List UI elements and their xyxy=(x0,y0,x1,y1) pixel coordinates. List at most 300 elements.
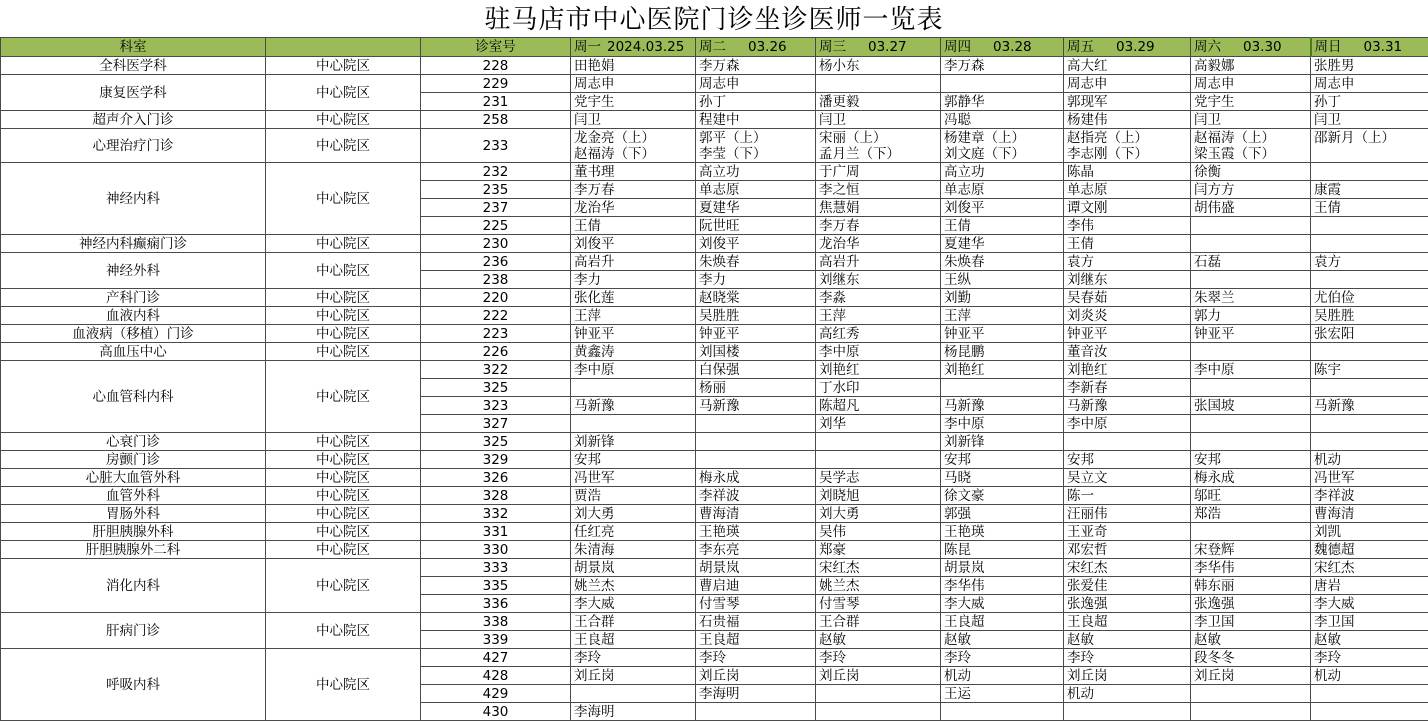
doctor-cell: 钟亚平 xyxy=(1064,325,1191,343)
department-cell: 心衰门诊 xyxy=(1,433,266,451)
doctor-cell: 李万森 xyxy=(696,57,816,75)
room-number-cell: 333 xyxy=(421,559,571,577)
doctor-cell: 李中原 xyxy=(941,415,1064,433)
doctor-cell: 李力 xyxy=(696,271,816,289)
doctor-cell: 冯世军 xyxy=(571,469,696,487)
doctor-cell: 王倩 xyxy=(941,217,1064,235)
doctor-cell: 王倩 xyxy=(1064,235,1191,253)
doctor-cell: 党宇生 xyxy=(571,93,696,111)
doctor-cell: 杨建伟 xyxy=(1064,111,1191,129)
doctor-cell: 杨丽 xyxy=(696,379,816,397)
doctor-cell: 闫卫 xyxy=(1191,111,1311,129)
room-number-cell: 226 xyxy=(421,343,571,361)
doctor-cell xyxy=(941,129,1064,163)
doctor-cell: 尤伯俭 xyxy=(1311,289,1428,307)
doctor-cell: 王萍 xyxy=(571,307,696,325)
campus-cell: 中心院区 xyxy=(266,649,421,721)
doctor-cell: 刘丘岗 xyxy=(571,667,696,685)
doctor-cell: 马新豫 xyxy=(941,397,1064,415)
doctor-cell: 安邦 xyxy=(571,451,696,469)
department-cell: 消化内科 xyxy=(1,559,266,613)
table-row xyxy=(1,289,1428,307)
campus-cell: 中心院区 xyxy=(266,129,421,163)
doctor-cell: 田艳娟 xyxy=(571,57,696,75)
doctor-cell: 付雪琴 xyxy=(816,595,941,613)
day-label: 周三 xyxy=(819,39,846,55)
doctor-cell: 杨昆鹏 xyxy=(941,343,1064,361)
doctor-cell: 张逸强 xyxy=(1191,595,1311,613)
doctor-cell: 朱翠兰 xyxy=(1191,289,1311,307)
table-row xyxy=(1,523,1428,541)
doctor-cell: 邬旺 xyxy=(1191,487,1311,505)
room-number-cell: 339 xyxy=(421,631,571,649)
doctor-shift-line: 宋丽（上） xyxy=(819,129,887,146)
day-date: 03.28 xyxy=(993,39,1032,55)
doctor-cell: 李大威 xyxy=(1311,595,1428,613)
room-number-cell: 258 xyxy=(421,111,571,129)
day-label: 周一 xyxy=(574,39,601,55)
doctor-cell: 闫方方 xyxy=(1191,181,1311,199)
doctor-cell xyxy=(1191,379,1311,397)
doctor-cell: 马新豫 xyxy=(696,397,816,415)
doctor-cell xyxy=(571,685,696,703)
doctor-cell: 周志申 xyxy=(696,75,816,93)
day-date: 03.30 xyxy=(1243,39,1282,55)
doctor-cell: 李伟 xyxy=(1064,217,1191,235)
room-number-cell: 327 xyxy=(421,415,571,433)
doctor-cell: 马新豫 xyxy=(571,397,696,415)
day-label: 周日 xyxy=(1314,39,1342,55)
table-row xyxy=(1,487,1428,505)
doctor-cell: 吴立文 xyxy=(1064,469,1191,487)
doctor-shift-line: 邵新月（上） xyxy=(1314,129,1395,146)
doctor-cell xyxy=(1311,433,1428,451)
department-cell: 肝病门诊 xyxy=(1,613,266,649)
header-day-fri xyxy=(1064,38,1191,57)
doctor-cell xyxy=(696,703,816,721)
doctor-cell: 刘艳红 xyxy=(1064,361,1191,379)
doctor-cell: 刘丘岗 xyxy=(1064,667,1191,685)
doctor-cell: 王萍 xyxy=(941,307,1064,325)
campus-cell: 中心院区 xyxy=(266,289,421,307)
table-row xyxy=(1,163,1428,181)
day-date: 03.26 xyxy=(748,39,787,55)
doctor-cell: 钟亚平 xyxy=(696,325,816,343)
doctor-cell: 李玲 xyxy=(1311,649,1428,667)
doctor-cell xyxy=(696,129,816,163)
doctor-cell: 曹海清 xyxy=(696,505,816,523)
doctor-cell: 李万森 xyxy=(941,57,1064,75)
doctor-cell: 谭文刚 xyxy=(1064,199,1191,217)
table-row xyxy=(1,343,1428,361)
header-day-sun xyxy=(1311,38,1428,57)
doctor-cell: 刘凯 xyxy=(1311,523,1428,541)
doctor-cell: 马新豫 xyxy=(1064,397,1191,415)
doctor-cell: 唐岩 xyxy=(1311,577,1428,595)
doctor-cell: 阮世旺 xyxy=(696,217,816,235)
doctor-cell: 李新春 xyxy=(1064,379,1191,397)
doctor-cell: 张宏阳 xyxy=(1311,325,1428,343)
doctor-cell: 郭强 xyxy=(941,505,1064,523)
doctor-cell: 曹启迪 xyxy=(696,577,816,595)
doctor-cell: 周志申 xyxy=(1311,75,1428,93)
doctor-cell xyxy=(816,703,941,721)
doctor-cell xyxy=(941,703,1064,721)
campus-cell: 中心院区 xyxy=(266,307,421,325)
doctor-cell xyxy=(816,433,941,451)
room-number-cell: 235 xyxy=(421,181,571,199)
department-cell: 血液内科 xyxy=(1,307,266,325)
room-number-cell: 427 xyxy=(421,649,571,667)
department-cell: 产科门诊 xyxy=(1,289,266,307)
doctor-cell: 李大威 xyxy=(571,595,696,613)
doctor-cell: 王良超 xyxy=(696,631,816,649)
doctor-cell: 刘俊平 xyxy=(696,235,816,253)
department-cell: 全科医学科 xyxy=(1,57,266,75)
doctor-cell: 刘继东 xyxy=(1064,271,1191,289)
doctor-cell xyxy=(1191,271,1311,289)
campus-cell: 中心院区 xyxy=(266,361,421,433)
doctor-cell: 刘丘岗 xyxy=(816,667,941,685)
room-number-cell: 332 xyxy=(421,505,571,523)
doctor-shift-line xyxy=(1314,146,1425,162)
doctor-cell: 陈晶 xyxy=(1064,163,1191,181)
doctor-cell: 王合群 xyxy=(571,613,696,631)
doctor-cell: 袁方 xyxy=(1064,253,1191,271)
doctor-cell: 吴伟 xyxy=(816,523,941,541)
doctor-cell: 赵敏 xyxy=(941,631,1064,649)
doctor-cell: 赵敏 xyxy=(816,631,941,649)
doctor-cell: 钟亚平 xyxy=(1191,325,1311,343)
doctor-cell: 刘艳红 xyxy=(816,361,941,379)
day-date: 03.29 xyxy=(1116,39,1155,55)
doctor-cell: 梅永成 xyxy=(1191,469,1311,487)
campus-cell: 中心院区 xyxy=(266,57,421,75)
room-number-cell: 233 xyxy=(421,129,571,163)
doctor-cell: 机动 xyxy=(941,667,1064,685)
doctor-cell: 单志原 xyxy=(1064,181,1191,199)
department-cell: 呼吸内科 xyxy=(1,649,266,721)
doctor-cell xyxy=(696,415,816,433)
table-row xyxy=(1,75,1428,93)
doctor-cell: 李中原 xyxy=(571,361,696,379)
room-number-cell: 223 xyxy=(421,325,571,343)
doctor-cell: 朱清海 xyxy=(571,541,696,559)
doctor-cell: 焦慧娟 xyxy=(816,199,941,217)
header-campus xyxy=(266,38,421,57)
doctor-cell: 刘继东 xyxy=(816,271,941,289)
doctor-cell xyxy=(1311,703,1428,721)
doctor-shift-line: 李志刚（下） xyxy=(1067,145,1148,162)
campus-cell: 中心院区 xyxy=(266,451,421,469)
department-cell: 超声介入门诊 xyxy=(1,111,266,129)
doctor-cell: 机动 xyxy=(1064,685,1191,703)
room-number-cell: 220 xyxy=(421,289,571,307)
doctor-cell: 闫卫 xyxy=(571,111,696,129)
day-date: 2024.03.25 xyxy=(607,39,685,55)
department-cell: 高血压中心 xyxy=(1,343,266,361)
doctor-cell: 钟亚平 xyxy=(941,325,1064,343)
header-row xyxy=(1,38,1428,57)
room-number-cell: 326 xyxy=(421,469,571,487)
doctor-cell: 周志申 xyxy=(1191,75,1311,93)
doctor-shift-line: 赵指亮（上） xyxy=(1067,129,1148,146)
table-row xyxy=(1,613,1428,631)
doctor-cell: 龙治华 xyxy=(571,199,696,217)
doctor-cell: 胡景岚 xyxy=(696,559,816,577)
department-cell: 神经外科 xyxy=(1,253,266,289)
doctor-cell: 郑浩 xyxy=(1191,505,1311,523)
room-number-cell: 428 xyxy=(421,667,571,685)
room-number-cell: 335 xyxy=(421,577,571,595)
doctor-cell xyxy=(1311,217,1428,235)
doctor-cell: 韩东丽 xyxy=(1191,577,1311,595)
table-row xyxy=(1,129,1428,163)
room-number-cell: 237 xyxy=(421,199,571,217)
doctor-cell xyxy=(1311,129,1428,163)
doctor-cell: 袁方 xyxy=(1311,253,1428,271)
room-number-cell: 229 xyxy=(421,75,571,93)
doctor-cell: 刘丘岗 xyxy=(696,667,816,685)
doctor-cell xyxy=(696,451,816,469)
doctor-cell: 马新豫 xyxy=(1311,397,1428,415)
room-number-cell: 222 xyxy=(421,307,571,325)
table-row xyxy=(1,559,1428,577)
doctor-cell: 马晓 xyxy=(941,469,1064,487)
doctor-cell: 陈一 xyxy=(1064,487,1191,505)
campus-cell: 中心院区 xyxy=(266,163,421,235)
doctor-shift-line: 梁玉霞（下） xyxy=(1194,145,1275,162)
doctor-cell: 王良超 xyxy=(571,631,696,649)
table-row xyxy=(1,57,1428,75)
doctor-cell: 刘新锋 xyxy=(571,433,696,451)
doctor-cell: 高毅娜 xyxy=(1191,57,1311,75)
doctor-cell: 陈昆 xyxy=(941,541,1064,559)
doctor-cell: 夏建华 xyxy=(941,235,1064,253)
doctor-cell: 张胜男 xyxy=(1311,57,1428,75)
doctor-cell: 宋登辉 xyxy=(1191,541,1311,559)
doctor-cell: 刘晓旭 xyxy=(816,487,941,505)
doctor-cell xyxy=(816,451,941,469)
doctor-cell: 姚兰杰 xyxy=(571,577,696,595)
header-department: 科室 xyxy=(1,38,266,57)
doctor-cell: 钟亚平 xyxy=(571,325,696,343)
doctor-cell: 白保强 xyxy=(696,361,816,379)
day-label: 周四 xyxy=(944,39,971,55)
table-row xyxy=(1,235,1428,253)
doctor-cell: 王艳瑛 xyxy=(941,523,1064,541)
doctor-cell: 于广周 xyxy=(816,163,941,181)
table-row xyxy=(1,325,1428,343)
doctor-cell: 丁水印 xyxy=(816,379,941,397)
doctor-cell: 李祥波 xyxy=(1311,487,1428,505)
department-cell: 房颤门诊 xyxy=(1,451,266,469)
table-row xyxy=(1,541,1428,559)
doctor-cell: 李卫国 xyxy=(1311,613,1428,631)
doctor-cell: 杨小东 xyxy=(816,57,941,75)
doctor-cell: 朱焕春 xyxy=(941,253,1064,271)
doctor-cell: 单志原 xyxy=(941,181,1064,199)
room-number-cell: 232 xyxy=(421,163,571,181)
doctor-cell xyxy=(1191,685,1311,703)
doctor-cell: 单志原 xyxy=(696,181,816,199)
doctor-cell: 吴胜胜 xyxy=(696,307,816,325)
doctor-cell xyxy=(571,129,696,163)
doctor-cell xyxy=(1191,415,1311,433)
doctor-cell: 石磊 xyxy=(1191,253,1311,271)
day-date: 03.27 xyxy=(868,39,907,55)
doctor-cell: 李海明 xyxy=(696,685,816,703)
doctor-cell: 徐文豪 xyxy=(941,487,1064,505)
doctor-cell: 胡景岚 xyxy=(941,559,1064,577)
campus-cell: 中心院区 xyxy=(266,487,421,505)
doctor-cell: 王合群 xyxy=(816,613,941,631)
doctor-cell: 王运 xyxy=(941,685,1064,703)
doctor-cell: 王艳瑛 xyxy=(696,523,816,541)
doctor-cell: 刘大勇 xyxy=(816,505,941,523)
doctor-cell: 郭现军 xyxy=(1064,93,1191,111)
table-row xyxy=(1,469,1428,487)
campus-cell: 中心院区 xyxy=(266,541,421,559)
table-row xyxy=(1,361,1428,379)
doctor-cell: 李祥波 xyxy=(696,487,816,505)
department-cell: 肝胆胰腺外二科 xyxy=(1,541,266,559)
doctor-cell xyxy=(1191,217,1311,235)
campus-cell: 中心院区 xyxy=(266,111,421,129)
doctor-cell: 刘国楼 xyxy=(696,343,816,361)
doctor-shift-line: 赵福涛（下） xyxy=(574,145,655,162)
doctor-shift-line: 孟月兰（下） xyxy=(819,145,900,162)
room-number-cell: 228 xyxy=(421,57,571,75)
doctor-cell xyxy=(696,433,816,451)
doctor-cell: 安邦 xyxy=(1064,451,1191,469)
doctor-cell: 王萍 xyxy=(816,307,941,325)
doctor-cell: 闫卫 xyxy=(1311,111,1428,129)
doctor-cell xyxy=(1191,343,1311,361)
doctor-cell xyxy=(1064,433,1191,451)
doctor-cell: 李中原 xyxy=(1064,415,1191,433)
doctor-shift-line: 赵福涛（上） xyxy=(1194,129,1275,146)
room-number-cell: 338 xyxy=(421,613,571,631)
doctor-cell: 李之恒 xyxy=(816,181,941,199)
table-row xyxy=(1,649,1428,667)
room-number-cell: 325 xyxy=(421,433,571,451)
campus-cell: 中心院区 xyxy=(266,75,421,111)
doctor-cell xyxy=(571,379,696,397)
doctor-cell: 王良超 xyxy=(941,613,1064,631)
doctor-cell: 王纵 xyxy=(941,271,1064,289)
doctor-cell: 李玲 xyxy=(816,649,941,667)
schedule-table xyxy=(0,37,1428,721)
doctor-cell: 刘华 xyxy=(816,415,941,433)
doctor-cell xyxy=(1311,163,1428,181)
room-number-cell: 323 xyxy=(421,397,571,415)
doctor-cell: 张化莲 xyxy=(571,289,696,307)
department-cell: 心理治疗门诊 xyxy=(1,129,266,163)
doctor-cell: 刘俊平 xyxy=(571,235,696,253)
doctor-cell: 李海明 xyxy=(571,703,696,721)
doctor-cell: 宋红杰 xyxy=(816,559,941,577)
doctor-cell: 付雪琴 xyxy=(696,595,816,613)
doctor-cell xyxy=(1191,235,1311,253)
doctor-shift-line: 刘文庭（下） xyxy=(944,145,1025,162)
doctor-cell xyxy=(1191,523,1311,541)
day-label: 周六 xyxy=(1194,39,1221,55)
doctor-cell: 王倩 xyxy=(571,217,696,235)
room-number-cell: 429 xyxy=(421,685,571,703)
doctor-shift-line: 龙金亮（上） xyxy=(574,129,655,146)
doctor-cell xyxy=(1064,703,1191,721)
doctor-cell xyxy=(1191,433,1311,451)
table-row xyxy=(1,505,1428,523)
department-cell: 神经内科 xyxy=(1,163,266,235)
table-row xyxy=(1,111,1428,129)
campus-cell: 中心院区 xyxy=(266,613,421,649)
schedule-body xyxy=(1,57,1428,721)
department-cell: 康复医学科 xyxy=(1,75,266,111)
doctor-cell: 王亚奇 xyxy=(1064,523,1191,541)
department-cell: 神经内科癫痫门诊 xyxy=(1,235,266,253)
doctor-cell: 李万春 xyxy=(571,181,696,199)
header-day-wed xyxy=(816,38,941,57)
doctor-cell: 刘炎炎 xyxy=(1064,307,1191,325)
doctor-cell: 魏德超 xyxy=(1311,541,1428,559)
doctor-cell: 程建中 xyxy=(696,111,816,129)
room-number-cell: 322 xyxy=(421,361,571,379)
doctor-cell: 刘新锋 xyxy=(941,433,1064,451)
room-number-cell: 430 xyxy=(421,703,571,721)
doctor-cell xyxy=(1311,271,1428,289)
campus-cell: 中心院区 xyxy=(266,433,421,451)
room-number-cell: 336 xyxy=(421,595,571,613)
doctor-cell: 郑豪 xyxy=(816,541,941,559)
department-cell: 血液病（移植）门诊 xyxy=(1,325,266,343)
department-cell: 心血管科内科 xyxy=(1,361,266,433)
doctor-cell: 刘勤 xyxy=(941,289,1064,307)
doctor-cell: 石贵福 xyxy=(696,613,816,631)
room-number-cell: 328 xyxy=(421,487,571,505)
doctor-cell: 王良超 xyxy=(1064,613,1191,631)
doctor-cell xyxy=(1191,703,1311,721)
doctor-cell xyxy=(941,379,1064,397)
table-row xyxy=(1,253,1428,271)
campus-cell: 中心院区 xyxy=(266,235,421,253)
doctor-cell: 高大红 xyxy=(1064,57,1191,75)
campus-cell: 中心院区 xyxy=(266,523,421,541)
doctor-cell: 黄鑫涛 xyxy=(571,343,696,361)
doctor-cell: 胡伟盛 xyxy=(1191,199,1311,217)
department-cell: 血管外科 xyxy=(1,487,266,505)
doctor-cell: 曹海清 xyxy=(1311,505,1428,523)
doctor-cell: 周志申 xyxy=(571,75,696,93)
doctor-shift-line: 郭平（上） xyxy=(699,129,767,146)
doctor-cell: 胡景岚 xyxy=(571,559,696,577)
doctor-cell: 李华伟 xyxy=(941,577,1064,595)
room-number-cell: 238 xyxy=(421,271,571,289)
doctor-cell: 任红亮 xyxy=(571,523,696,541)
doctor-cell: 李玲 xyxy=(1064,649,1191,667)
doctor-cell: 冯世军 xyxy=(1311,469,1428,487)
campus-cell: 中心院区 xyxy=(266,469,421,487)
doctor-cell: 张爱佳 xyxy=(1064,577,1191,595)
doctor-cell: 李中原 xyxy=(816,343,941,361)
doctor-cell: 姚兰杰 xyxy=(816,577,941,595)
doctor-cell: 机动 xyxy=(1311,451,1428,469)
doctor-cell: 贾浩 xyxy=(571,487,696,505)
doctor-cell xyxy=(1311,235,1428,253)
doctor-cell: 李大威 xyxy=(941,595,1064,613)
campus-cell: 中心院区 xyxy=(266,325,421,343)
